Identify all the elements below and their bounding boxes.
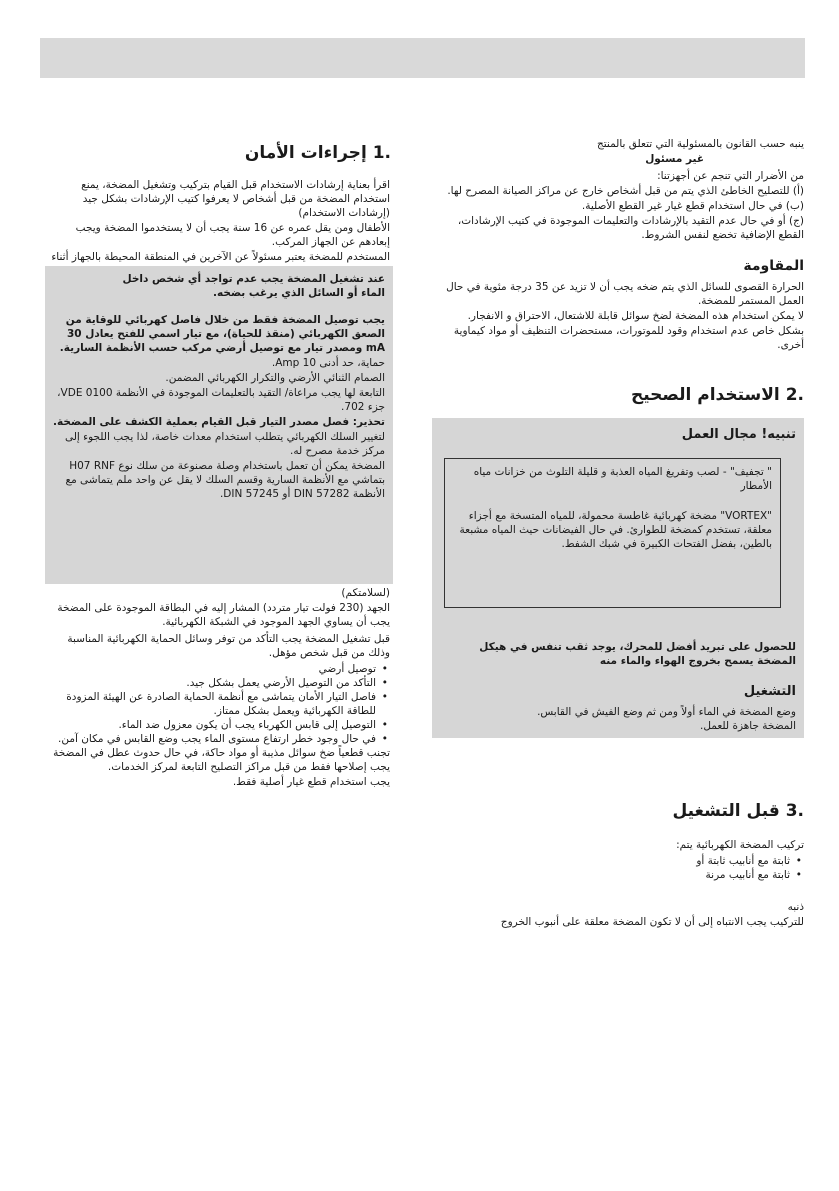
paragraph: للتركيب يجب الانتباه إلى أن لا تكون المضخة معلقة على أنبوب الخروج <box>500 916 804 928</box>
paragraph: الصمام الثنائي الأرضي والتكرار الكهربائي المضمن. <box>165 372 385 384</box>
paragraph: المستخدم للمضخة يعتبر مسئولاً عن الآخرين في المنطقة المحيطة بالجهاز أثناء <box>51 251 390 263</box>
list-item: • ثابتة مع أنابيب مرنة <box>440 868 790 882</box>
paragraph: (ب) في حال استخدام قطع غيار غير القطع الأصلية. <box>581 200 804 212</box>
paragraph: " تجفيف" - لصب وتفريغ المياه العذبة و قليلة التلوث من خزانات مياه الأمطار <box>473 466 772 492</box>
paragraph: (أ) للتصليح الخاطئ الذي يتم من قبل أشخاص خارج عن مراكز الصيانة المصرح لها. <box>447 185 804 197</box>
section-2-title: .2 الاستخدام الصحيح <box>630 385 804 405</box>
resistance-block <box>440 280 804 353</box>
list-item: • ثابتة مع أنابيب ثابتة أو <box>440 854 790 868</box>
list-item: • توصيل أرضي <box>45 662 376 676</box>
list-item: • في حال وجود خطر ارتفاع مستوى الماء يجب وضع القابس في مكان آمن. <box>45 732 376 746</box>
paragraph: ذنبه <box>787 901 804 913</box>
paragraph: غير مسئول <box>645 153 704 165</box>
paragraph: عند تشغيل المضخة يجب عدم تواجد أي شخص داخل الماء أو السائل الذي يرغب بضخه. <box>122 273 385 299</box>
paragraph: اقرأ بعناية إرشادات الاستخدام قبل القيام بتركيب وتشغيل المضخة، يمنع استخدام المضخة من قبل أشخاص لا يعرفوا كتيب الإرشادات بشكل جيد (إرشادات الاستخدام) <box>81 179 390 219</box>
paragraph: من الأضرار التي تنجم عن أجهزتنا: <box>657 170 804 182</box>
paragraph: يجب استخدام قطع غيار أصلية فقط. <box>232 776 390 788</box>
list-item: • فاصل التيار الأمان يتماشى مع أنظمة الحماية الصادرة عن الهيئة المزودة للطاقة الكهربائية ويعمل بشكل ممتاز. <box>45 690 376 718</box>
list-item: • التأكد من التوصيل الأرضي يعمل بشكل جيد. <box>45 676 376 690</box>
paragraph: (ج) أو في حال عدم التقيد بالإرشادات والتعليمات الموجودة في كتيب الإرشادات، القطع الإضافية تخضع لنفس الشروط. <box>457 215 804 241</box>
header-bar <box>40 38 805 78</box>
installation-block <box>440 838 804 930</box>
paragraph: يجب توصيل المضخة فقط من خلال فاصل كهربائي للوقاية من الصعق الكهربائي (منقذ للحياة)، مع تيار اسمي للفتح يعادل 30 mA ومصدر تيار مع توصيل أرضي مركب حسب الأنظمة السارية. <box>59 314 385 354</box>
safety-intro <box>45 178 390 279</box>
safety-grey-box <box>45 266 393 584</box>
paragraph: المضخة جاهزة للعمل. <box>700 720 796 732</box>
paragraph: التابعة لها يجب مراعاة/ التقيد بالتعليمات الموجودة في الأنظمة VDE 0100، جزء 702. <box>57 387 385 413</box>
resistance-title: المقاومة <box>743 258 804 274</box>
paragraph: (لسلامتكم) <box>341 587 390 599</box>
protection-list <box>45 662 390 746</box>
liability-block <box>440 137 804 243</box>
paragraph: تجنب قطعياً ضخ سوائل مذيبة أو مواد حاكة، في حال حدوث عطل في المضخة يجب إصلاحها فقط من قبل مراكز التصليح التابعة لمركز الخدمات. <box>53 747 390 773</box>
list-item: • التوصيل إلى قابس الكهرباء يجب أن يكون معزول ضد الماء. <box>45 718 376 732</box>
paragraph: الجهد (230 فولت تيار متردد) المشار إليه في البطاقة الموجودة على المضخة يجب أن يساوي الجهد الموجود في الشبكة الكهربائية. <box>57 602 390 628</box>
section-1-title: .1 إجراءات الأمان <box>244 143 391 163</box>
paragraph: قبل تشغيل المضخة يجب التأكد من توفر وسائل الحماية الكهربائية المناسبة وذلك من قبل شخص مؤهل. <box>67 633 390 659</box>
paragraph: وضع المضخة في الماء أولاً ومن ثم وضع الفيش في القابس. <box>537 706 796 718</box>
paragraph: لتغيير السلك الكهربائي يتطلب استخدام معدات خاصة، لذا يجب اللجوء إلى مركز خدمة مصرح له. <box>64 431 385 457</box>
paragraph: الأطفال ومن يقل عمره عن 16 سنة يجب أن لا يستخدموا المضخة ويجب إبعادهم عن الجهاز المركب. <box>75 222 390 248</box>
usage-frame <box>444 458 781 608</box>
paragraph: الحرارة القصوى للسائل الذي يتم ضخه يجب أن لا تزيد عن 35 درجة مئوية في حال العمل المستمر للمضخة. <box>446 281 804 307</box>
warning-title: تنبيه! مجال العمل <box>681 427 796 442</box>
usage-grey-box <box>432 418 804 738</box>
paragraph: تحذير: فصل مصدر التيار قبل القيام بعملية الكشف على المضخة. <box>53 416 385 428</box>
installation-list <box>440 854 804 882</box>
section-3-title: .3 قبل التشغيل <box>672 801 804 821</box>
paragraph: لا يمكن استخدام هذه المضخة لضخ سوائل قابلة للاشتعال، الاحتراق و الانفجار. <box>467 310 804 322</box>
paragraph: المضخة يمكن أن تعمل باستخدام وصلة مصنوعة من سلك نوع H07 RNF بتماشي مع الأنظمة السارية وقسم السلك لا يقل عن واحد ملم يتماشى مع الأنظمة DIN 57282 أو DIN 57245. <box>65 460 385 500</box>
paragraph: "VORTEX" مضخة كهربائية غاطسة محمولة، للمياه المتسخة مع أجزاء معلقة، تستخدم كمضخة للطوارئ. في حال الفيضانات حيث المياه مشبعة بالطين، بفضل الفتحات الكبيرة في شبك الشفط. <box>459 510 772 550</box>
paragraph: ينبه حسب القانون بالمسئولية التي تتعلق بالمنتج <box>596 138 804 150</box>
paragraph: بشكل خاص عدم استخدام وقود للموتورات، مستحضرات التنظيف أو مواد كيماوية أخرى. <box>453 325 804 351</box>
paragraph: حماية، حد أدنى 10 Amp. <box>271 357 385 369</box>
electrical-notes <box>45 586 390 790</box>
paragraph: للحصول على تبريد أفضل للمحرك، يوجد ثقب تنفس في هيكل المضخة يسمح بخروج الهواء والماء منه <box>479 641 796 667</box>
operation-title: التشغيل <box>743 684 796 699</box>
paragraph: تركيب المضخة الكهربائية يتم: <box>676 839 804 851</box>
